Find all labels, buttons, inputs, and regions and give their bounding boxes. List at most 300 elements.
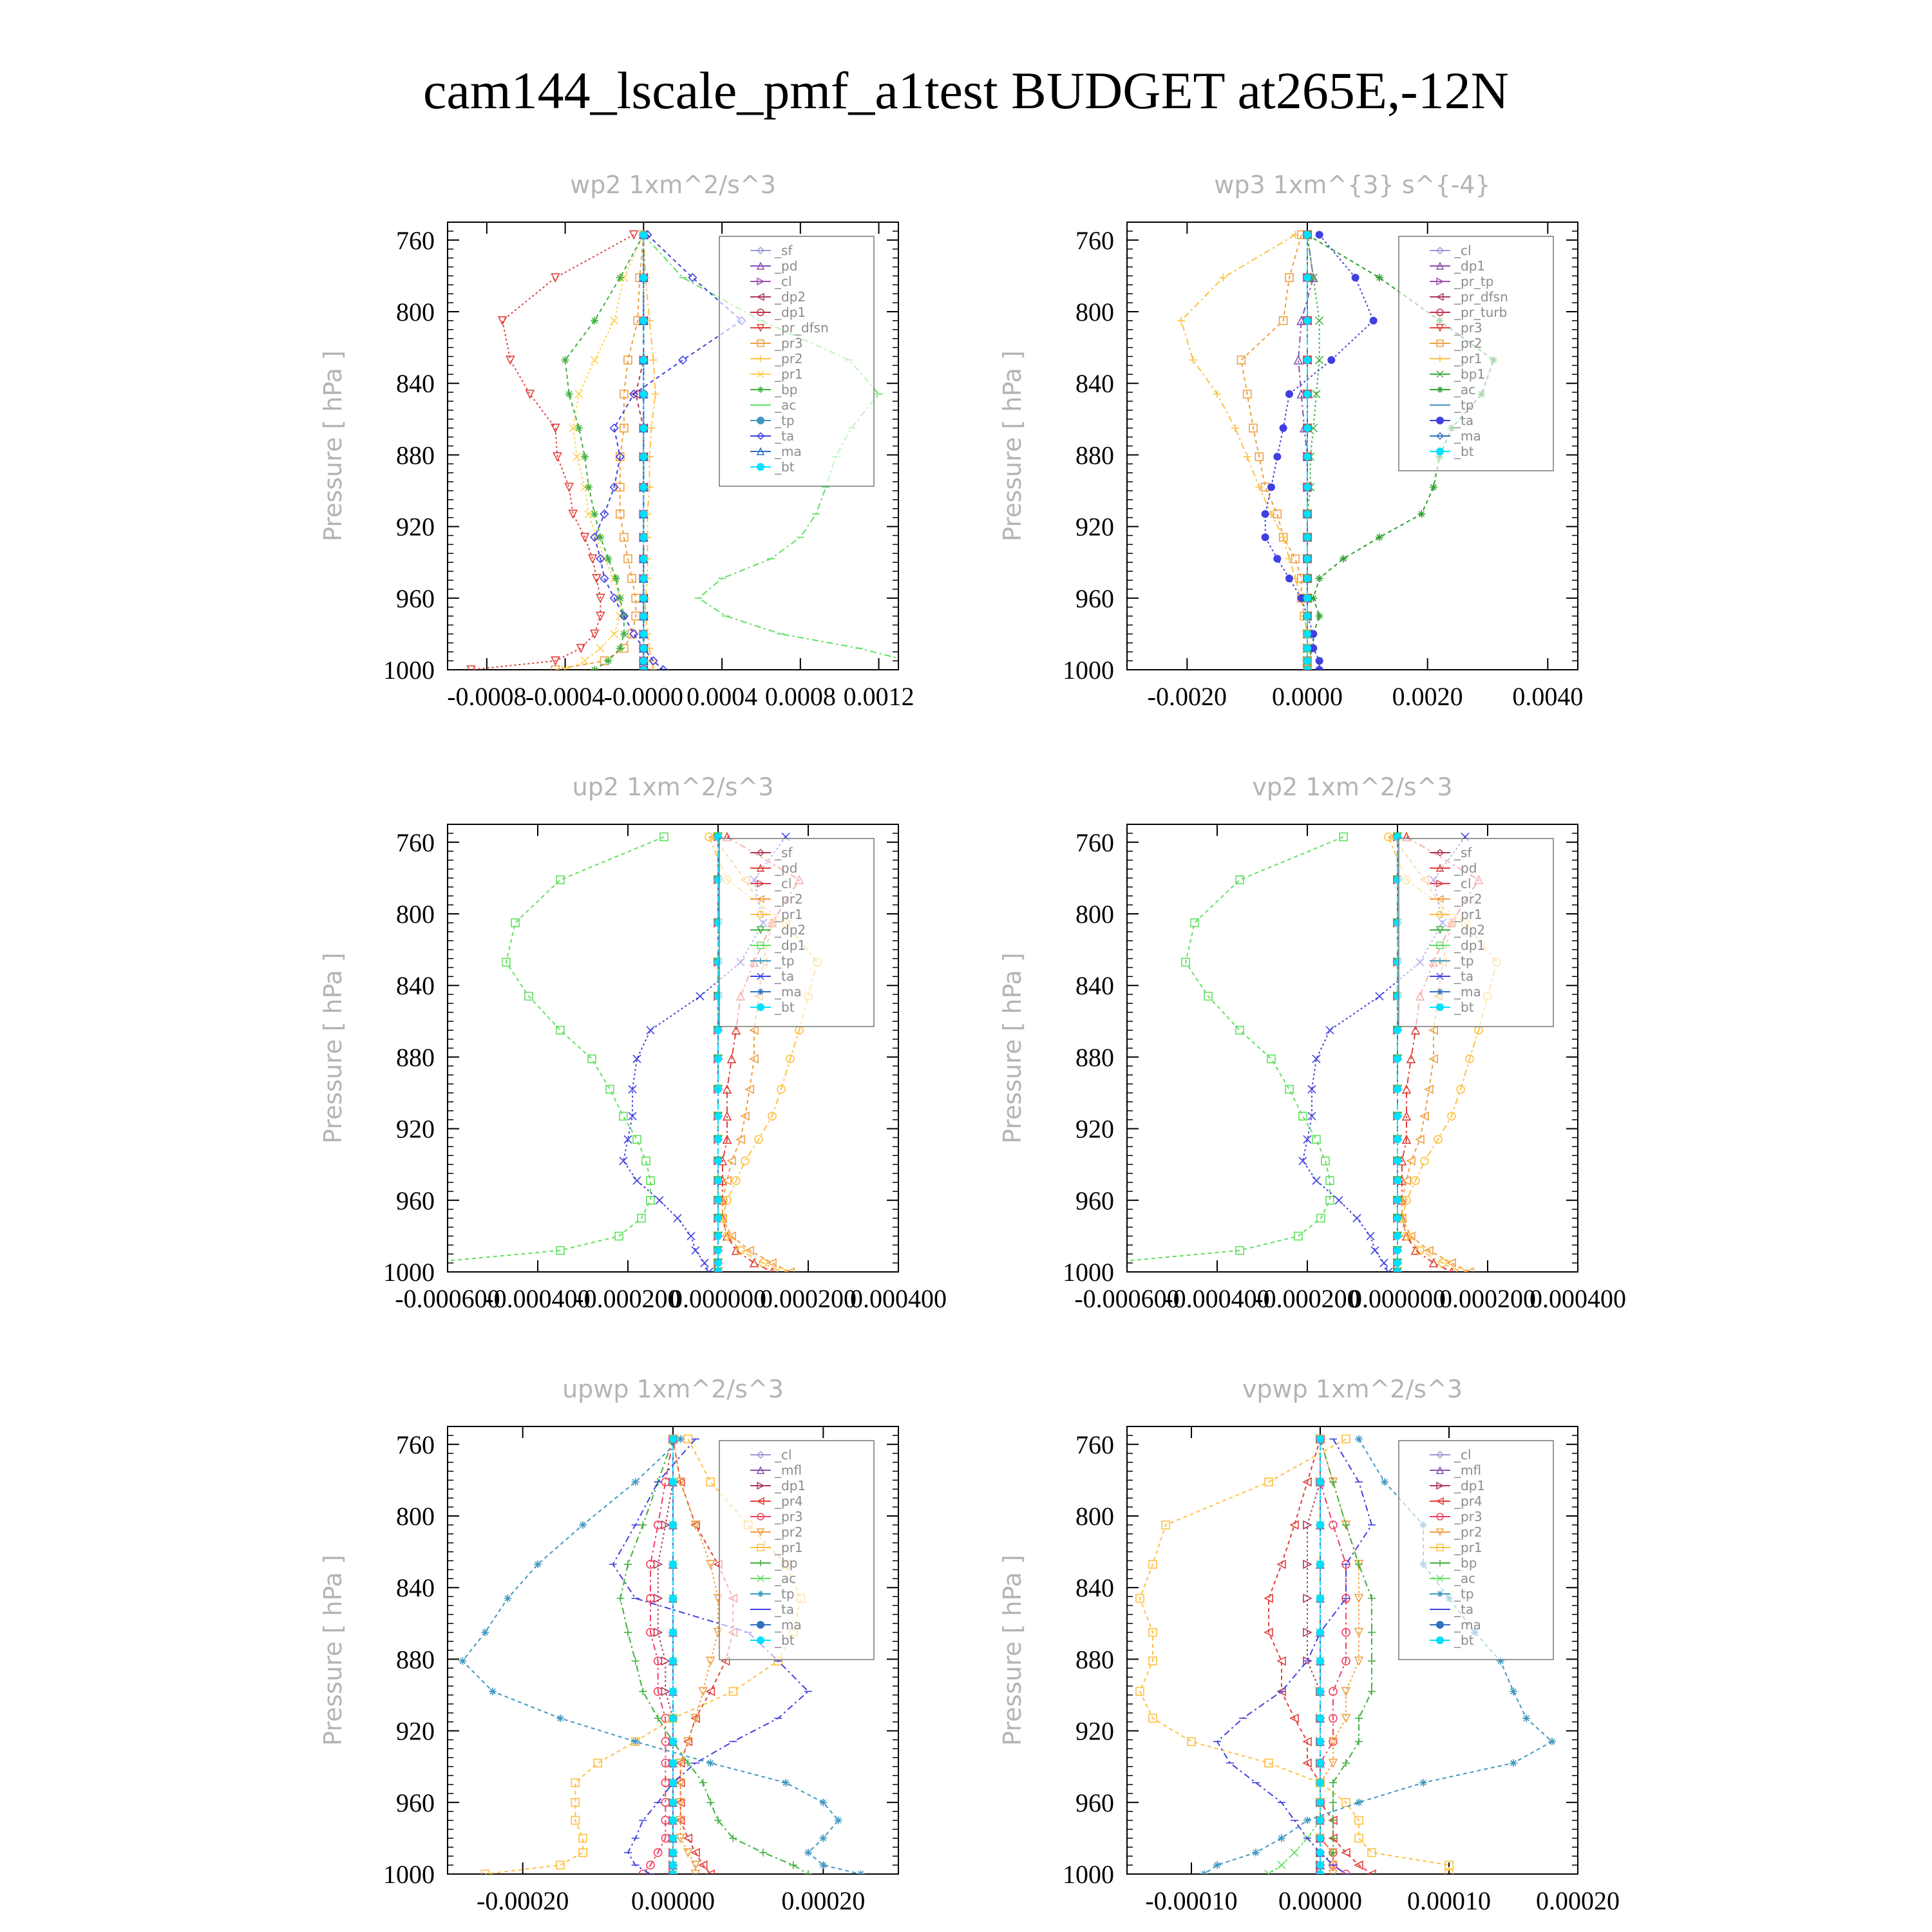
legend xyxy=(1399,838,1553,1027)
data-point xyxy=(611,630,618,638)
y-tick-label: 800 xyxy=(1075,900,1114,929)
data-point xyxy=(1394,1247,1401,1255)
y-tick-label: 1000 xyxy=(383,656,435,685)
legend-marker xyxy=(757,1621,764,1629)
data-point xyxy=(1329,1759,1337,1767)
data-point xyxy=(1548,1738,1556,1745)
legend-label: _pr_tp xyxy=(1454,274,1494,289)
data-point xyxy=(714,1232,722,1240)
data-point xyxy=(605,555,612,563)
legend-marker xyxy=(1436,417,1444,424)
legend-marker xyxy=(1437,1591,1443,1597)
data-point xyxy=(652,390,659,398)
y-tick-label: 800 xyxy=(396,298,435,327)
y-axis-label: Pressure [ hPa ] xyxy=(998,1555,1027,1746)
data-point xyxy=(1303,555,1311,563)
legend-label: _cl xyxy=(1454,876,1472,891)
legend-label: _pr_dfsn xyxy=(775,320,829,336)
data-point xyxy=(1316,1861,1324,1869)
legend-label: _ta xyxy=(775,1602,795,1617)
data-point xyxy=(459,1657,466,1665)
data-point xyxy=(714,1112,722,1120)
data-point xyxy=(639,453,647,460)
data-point xyxy=(1303,274,1311,281)
y-tick-label: 920 xyxy=(1075,1716,1114,1746)
legend-label: _bp xyxy=(775,382,798,397)
data-point xyxy=(1412,1027,1419,1034)
data-point xyxy=(674,1215,681,1222)
y-tick-label: 960 xyxy=(396,1186,435,1215)
data-point xyxy=(1316,1870,1324,1878)
data-point xyxy=(669,1817,677,1824)
data-point xyxy=(1316,1435,1324,1443)
legend-label: _sf xyxy=(1454,845,1472,860)
data-point xyxy=(639,483,647,491)
x-tick-label: 0.000400 xyxy=(850,1284,947,1313)
data-point xyxy=(1316,1478,1324,1486)
data-point xyxy=(1370,317,1378,325)
data-point xyxy=(1303,645,1311,652)
legend-label: _pd xyxy=(775,860,798,876)
legend-label: _ma xyxy=(775,444,802,459)
data-point xyxy=(706,1657,714,1665)
data-point xyxy=(654,1714,662,1722)
data-point xyxy=(504,1595,511,1602)
data-point xyxy=(1303,657,1311,665)
legend-label: _ac xyxy=(775,1571,797,1586)
data-point xyxy=(1303,424,1311,432)
legend-label: _pr2 xyxy=(775,1524,803,1540)
legend-label: _ta xyxy=(775,428,795,444)
data-point xyxy=(669,1849,677,1857)
data-point xyxy=(1355,1657,1363,1665)
data-point xyxy=(1394,1268,1401,1276)
data-point xyxy=(1342,1759,1350,1767)
legend xyxy=(719,1441,874,1660)
data-point xyxy=(679,356,687,364)
x-tick-label: -0.0000 xyxy=(603,682,684,711)
legend-marker xyxy=(757,463,764,471)
data-point xyxy=(308,1268,316,1276)
y-tick-label: 760 xyxy=(396,1430,435,1459)
legend-label: _pr2 xyxy=(775,351,803,366)
data-point xyxy=(669,1657,677,1665)
data-point xyxy=(650,356,658,364)
data-point xyxy=(1316,1714,1324,1722)
y-tick-label: 840 xyxy=(396,369,435,399)
y-tick-label: 920 xyxy=(1075,512,1114,542)
y-tick-label: 760 xyxy=(396,828,435,857)
data-point xyxy=(1394,1232,1401,1240)
page-title: cam144_lscale_pmf_a1test BUDGET at265E,-12N xyxy=(423,61,1509,120)
y-tick-label: 800 xyxy=(396,900,435,929)
legend-label: _mfl xyxy=(1454,1463,1482,1478)
data-point xyxy=(1303,356,1311,364)
data-point xyxy=(1353,1215,1361,1222)
data-point xyxy=(606,1085,614,1093)
data-point xyxy=(750,1259,758,1267)
data-point xyxy=(669,1861,677,1869)
data-point xyxy=(684,1834,692,1842)
data-point xyxy=(1316,1687,1324,1695)
legend-marker xyxy=(757,1003,764,1011)
data-point xyxy=(1342,1687,1350,1695)
data-point xyxy=(639,533,647,541)
y-tick-label: 880 xyxy=(1075,1645,1114,1674)
legend-label: _pr3 xyxy=(775,336,803,351)
data-point xyxy=(1188,1738,1195,1745)
data-point xyxy=(639,1687,647,1695)
panel-title: wp3 1xm^{3} s^{-4} xyxy=(1214,171,1491,199)
data-point xyxy=(1303,510,1311,518)
data-point xyxy=(677,1435,685,1443)
data-point xyxy=(1273,453,1281,460)
legend-label: _cl xyxy=(1454,243,1472,258)
data-point xyxy=(639,594,647,602)
chart-panel xyxy=(998,171,1583,711)
data-point xyxy=(714,1268,722,1276)
data-point xyxy=(1303,612,1311,620)
data-point xyxy=(669,1834,677,1842)
y-tick-label: 760 xyxy=(1075,828,1114,857)
data-point xyxy=(684,1435,692,1443)
y-tick-label: 880 xyxy=(1075,1043,1114,1072)
data-point xyxy=(819,1834,827,1842)
data-point xyxy=(1285,574,1293,582)
x-tick-label: 0.00020 xyxy=(781,1886,866,1915)
legend-label: _pr1 xyxy=(1454,351,1482,366)
data-point xyxy=(696,992,704,1000)
data-point xyxy=(1316,612,1323,620)
data-point xyxy=(1430,483,1437,491)
data-point xyxy=(1376,274,1383,281)
data-point xyxy=(1316,1799,1324,1806)
y-tick-label: 840 xyxy=(1075,971,1114,1001)
data-point xyxy=(1394,1197,1401,1204)
series-line-dp1 xyxy=(1307,1439,1320,1875)
data-point xyxy=(1262,533,1269,541)
data-point xyxy=(1430,1259,1437,1267)
data-point xyxy=(648,424,656,432)
data-point xyxy=(1329,1779,1337,1786)
legend xyxy=(1399,236,1553,471)
data-point xyxy=(1510,1759,1517,1767)
y-tick-label: 840 xyxy=(396,971,435,1001)
data-point xyxy=(684,1738,692,1745)
y-tick-label: 800 xyxy=(396,1502,435,1531)
chart-panel xyxy=(988,773,1626,1313)
legend-marker xyxy=(1436,1621,1444,1629)
x-tick-label: -0.000200 xyxy=(575,1284,681,1313)
data-point xyxy=(706,1759,714,1767)
data-point xyxy=(591,356,598,364)
y-tick-label: 800 xyxy=(1075,1502,1114,1531)
data-point xyxy=(1291,1521,1298,1529)
data-point xyxy=(684,1759,692,1767)
data-point xyxy=(1340,555,1347,563)
data-point xyxy=(1340,833,1347,840)
series-line-bp xyxy=(1320,1439,1372,1875)
data-point xyxy=(639,390,647,398)
y-tick-label: 960 xyxy=(1075,1788,1114,1817)
series-line-dp1 xyxy=(992,837,1343,1273)
data-point xyxy=(782,1779,790,1786)
legend-label: _tp xyxy=(1454,953,1474,969)
data-point xyxy=(1200,1870,1208,1878)
data-point xyxy=(1303,630,1311,638)
data-point xyxy=(1262,510,1269,518)
legend-label: _ta xyxy=(1454,413,1474,428)
legend-label: _ta xyxy=(1454,969,1474,984)
data-point xyxy=(1380,1259,1388,1267)
legend-label: _pd xyxy=(1454,860,1477,876)
data-point xyxy=(1368,1657,1376,1665)
data-point xyxy=(835,1817,842,1824)
data-point xyxy=(562,356,569,364)
data-point xyxy=(489,1687,497,1695)
data-point xyxy=(1280,533,1287,541)
data-point xyxy=(669,1799,677,1806)
y-tick-label: 960 xyxy=(396,1788,435,1817)
series-line-bp1 xyxy=(1307,235,1320,670)
series-line-ta xyxy=(1265,235,1374,670)
data-point xyxy=(1394,1055,1401,1063)
data-point xyxy=(639,666,647,674)
data-point xyxy=(1252,1849,1260,1857)
data-point xyxy=(661,1799,669,1806)
legend-marker xyxy=(757,989,764,995)
series-line-pr1 xyxy=(1181,235,1307,670)
data-point xyxy=(1329,1478,1337,1486)
panel-title: wp2 1xm^2/s^3 xyxy=(570,171,776,199)
data-point xyxy=(639,510,647,518)
legend-label: _sf xyxy=(775,243,793,258)
data-point xyxy=(1376,992,1383,1000)
data-point xyxy=(1342,1521,1350,1529)
data-point xyxy=(1368,1629,1376,1636)
legend-label: _pr2 xyxy=(775,891,803,907)
y-tick-label: 920 xyxy=(396,1114,435,1144)
legend-marker xyxy=(757,417,764,424)
data-point xyxy=(650,666,658,674)
legend-marker xyxy=(1437,989,1443,995)
x-tick-label: -0.00010 xyxy=(1145,1886,1238,1915)
data-point xyxy=(669,1759,677,1767)
y-tick-label: 920 xyxy=(396,512,435,542)
data-point xyxy=(1355,1738,1363,1745)
data-point xyxy=(1303,666,1311,674)
legend-label: _dp1 xyxy=(1454,1478,1486,1493)
data-point xyxy=(1278,1834,1285,1842)
data-point xyxy=(1316,1779,1324,1786)
legend-label: _pr3 xyxy=(1454,320,1482,336)
y-tick-label: 880 xyxy=(1075,440,1114,470)
legend-label: _bp1 xyxy=(1454,366,1486,382)
legend-label: _dp2 xyxy=(775,289,806,305)
y-tick-label: 760 xyxy=(396,225,435,255)
y-tick-label: 960 xyxy=(1075,1186,1114,1215)
series-line-ta xyxy=(1217,1439,1372,1875)
legend-label: _pr4 xyxy=(1454,1493,1482,1509)
data-point xyxy=(729,1687,737,1695)
x-tick-label: 0.00010 xyxy=(1407,1886,1491,1915)
data-point xyxy=(1285,1085,1293,1093)
chart-panel xyxy=(308,773,947,1313)
series-line-pr-dfsn xyxy=(471,235,634,670)
x-tick-label: -0.000600 xyxy=(395,1284,500,1313)
data-point xyxy=(639,356,647,364)
data-point xyxy=(656,1197,663,1204)
panel-title: vp2 1xm^2/s^3 xyxy=(1252,773,1453,801)
y-tick-label: 920 xyxy=(1075,1114,1114,1144)
data-point xyxy=(669,1560,677,1568)
data-point xyxy=(639,231,647,238)
legend-label: _ta xyxy=(1454,1602,1474,1617)
legend-label: _pr2 xyxy=(1454,1524,1482,1540)
data-point xyxy=(633,1177,641,1184)
data-point xyxy=(1394,1157,1401,1165)
x-tick-label: -0.0020 xyxy=(1147,682,1227,711)
legend-label: _pr1 xyxy=(775,907,803,922)
data-point xyxy=(1303,317,1311,325)
data-point xyxy=(669,1521,677,1529)
data-point xyxy=(639,1521,647,1529)
data-point xyxy=(1265,1759,1273,1767)
y-tick-label: 920 xyxy=(396,1716,435,1746)
data-point xyxy=(1278,1861,1285,1869)
data-point xyxy=(714,1177,722,1184)
data-point xyxy=(1316,317,1323,325)
data-point xyxy=(790,1861,797,1869)
legend-label: _ac xyxy=(1454,382,1476,397)
legend-label: _pr1 xyxy=(775,366,803,382)
y-tick-label: 960 xyxy=(396,583,435,613)
data-point xyxy=(804,1849,812,1857)
data-point xyxy=(732,1027,740,1034)
data-point xyxy=(1381,1478,1388,1486)
data-point xyxy=(611,317,618,325)
legend-label: _dp1 xyxy=(775,305,806,320)
data-point xyxy=(1421,1157,1428,1165)
chart-panel xyxy=(319,1375,898,1915)
legend-label: _pr2 xyxy=(1454,336,1482,351)
legend-label: _bt xyxy=(775,459,795,475)
x-tick-label: -0.0008 xyxy=(447,682,527,711)
data-point xyxy=(1417,510,1425,518)
data-point xyxy=(1291,1849,1298,1857)
data-point xyxy=(857,1870,865,1878)
x-tick-label: -0.000400 xyxy=(485,1284,591,1313)
data-point xyxy=(669,1870,677,1878)
x-tick-label: 0.0004 xyxy=(687,682,758,711)
data-point xyxy=(551,274,559,281)
data-point xyxy=(1219,274,1227,281)
data-point xyxy=(1326,1027,1334,1034)
data-point xyxy=(639,274,647,281)
data-point xyxy=(1394,1215,1401,1222)
data-point xyxy=(1291,231,1299,238)
legend-label: _ta xyxy=(775,969,795,984)
data-point xyxy=(591,510,598,518)
legend-label: _pr3 xyxy=(1454,1509,1482,1524)
data-point xyxy=(1280,424,1287,432)
legend-label: _cl xyxy=(1454,1447,1472,1463)
data-point xyxy=(579,1521,587,1529)
y-tick-label: 880 xyxy=(396,440,435,470)
data-point xyxy=(1303,594,1311,602)
data-point xyxy=(1303,453,1311,460)
series-line-pr3 xyxy=(555,235,643,670)
data-point xyxy=(988,1268,996,1276)
data-point xyxy=(579,1849,587,1857)
data-point xyxy=(585,483,592,491)
data-point xyxy=(669,1738,677,1745)
data-point xyxy=(1312,1177,1320,1184)
panel-title: vpwp 1xm^2/s^3 xyxy=(1242,1375,1463,1403)
data-point xyxy=(669,1595,677,1602)
y-axis-label: Pressure [ hPa ] xyxy=(998,952,1027,1144)
y-tick-label: 1000 xyxy=(1063,656,1114,685)
data-point xyxy=(647,1027,654,1034)
data-point xyxy=(1522,1714,1530,1722)
data-point xyxy=(660,833,668,840)
legend-label: _mfl xyxy=(775,1463,802,1478)
data-point xyxy=(687,1232,695,1240)
data-point xyxy=(701,1259,708,1267)
legend xyxy=(719,236,874,486)
y-tick-label: 880 xyxy=(396,1043,435,1072)
data-point xyxy=(1355,1714,1363,1722)
data-point xyxy=(1329,1817,1337,1824)
data-point xyxy=(1177,317,1185,325)
data-point xyxy=(1510,1687,1517,1695)
data-point xyxy=(714,1197,722,1204)
chart-panel xyxy=(998,1375,1620,1915)
data-point xyxy=(591,317,598,325)
legend-label: _cl xyxy=(775,876,792,891)
x-tick-label: 0.000000 xyxy=(670,1284,766,1313)
data-point xyxy=(1394,1027,1401,1034)
x-tick-label: 0.00000 xyxy=(1278,1886,1362,1915)
legend-label: _tp xyxy=(1454,1586,1474,1602)
data-point xyxy=(1213,1861,1221,1869)
data-point xyxy=(714,1027,722,1034)
data-point xyxy=(1285,555,1293,563)
data-point xyxy=(1316,574,1323,582)
data-point xyxy=(692,1521,699,1529)
data-point xyxy=(1255,483,1263,491)
legend-label: _dp1 xyxy=(775,938,806,953)
data-point xyxy=(1231,424,1239,432)
legend-marker xyxy=(757,1636,764,1644)
data-point xyxy=(565,390,573,398)
data-point xyxy=(1316,1560,1324,1568)
y-axis-label: Pressure [ hPa ] xyxy=(998,350,1027,542)
data-point xyxy=(714,1085,722,1093)
x-tick-label: 0.0040 xyxy=(1512,682,1584,711)
data-point xyxy=(714,1135,722,1143)
legend-label: _sf xyxy=(775,845,793,860)
data-point xyxy=(1355,1799,1363,1806)
y-tick-label: 760 xyxy=(1075,225,1114,255)
data-point xyxy=(661,1687,669,1695)
y-tick-label: 1000 xyxy=(383,1258,435,1287)
data-point xyxy=(819,1799,827,1806)
data-point xyxy=(624,1629,632,1636)
x-tick-label: 0.000200 xyxy=(1439,1284,1536,1313)
data-point xyxy=(669,1779,677,1786)
legend-label: _ma xyxy=(775,984,802,999)
